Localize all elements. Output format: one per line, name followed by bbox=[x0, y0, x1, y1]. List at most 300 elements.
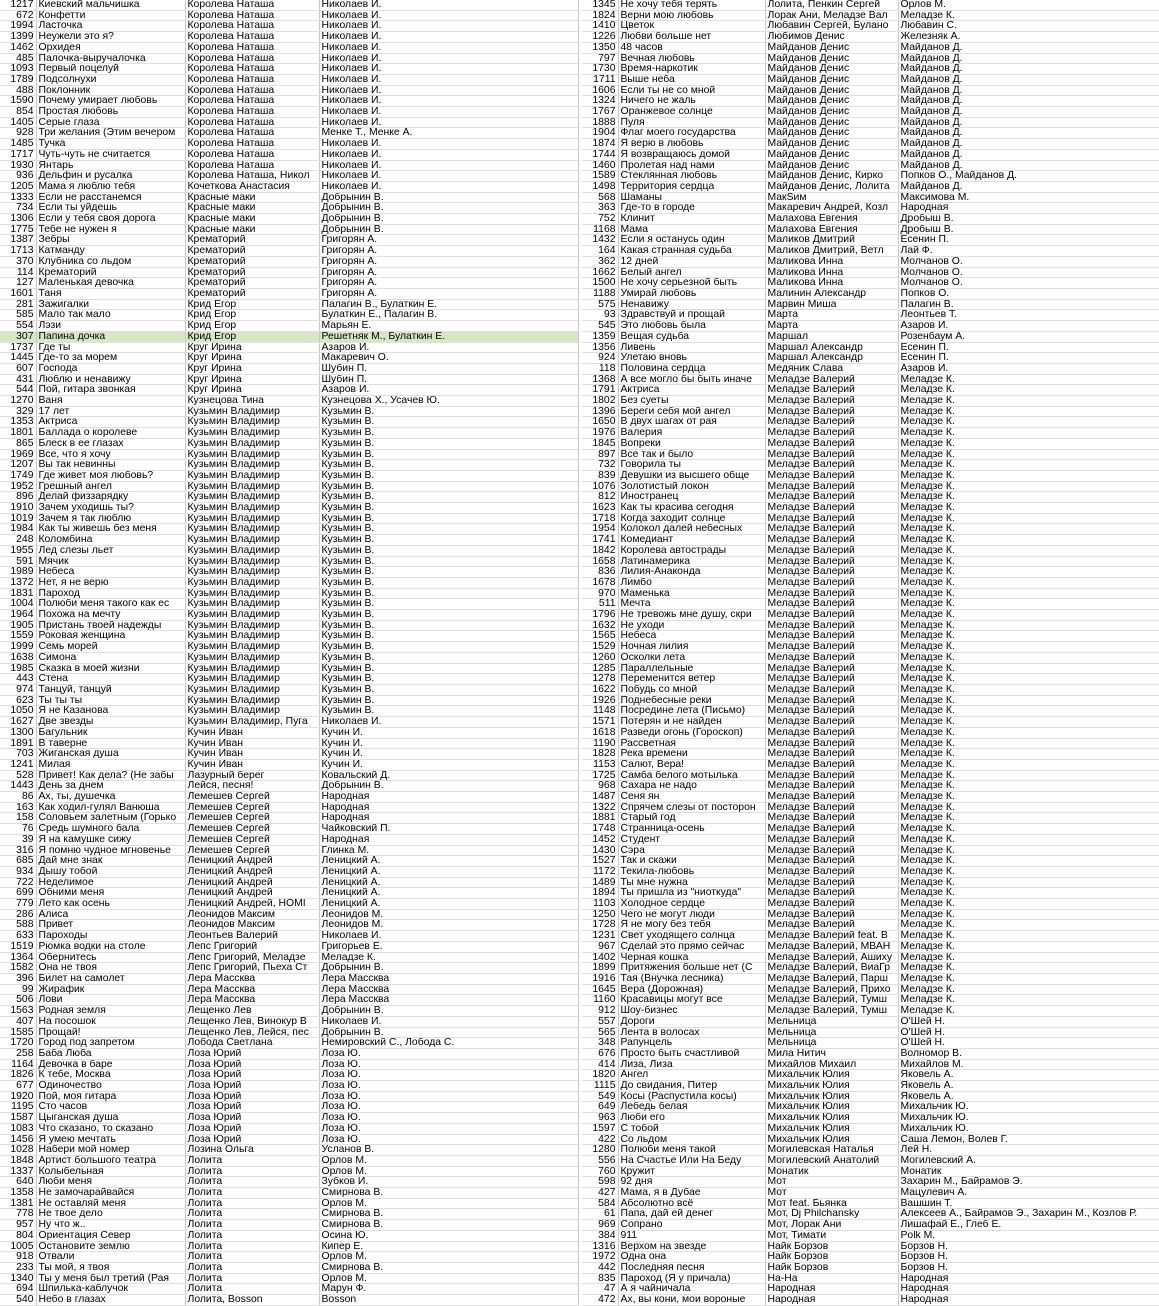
cell-author[interactable]: Меладзе К. bbox=[898, 802, 1159, 813]
cell-title[interactable]: Сделай это прямо сейчас bbox=[618, 941, 765, 952]
cell-title[interactable]: Маленькая девочка bbox=[36, 278, 185, 289]
cell-id[interactable]: 545 bbox=[582, 321, 618, 332]
table-row[interactable] bbox=[0, 1059, 578, 1070]
cell-title[interactable]: Сеня ян bbox=[618, 792, 765, 803]
cell-artist[interactable]: Кузьмин Владимир bbox=[185, 481, 319, 492]
table-row[interactable] bbox=[582, 149, 1159, 160]
cell-id[interactable]: 1989 bbox=[0, 567, 36, 578]
cell-artist[interactable]: Михайлов Михаил bbox=[765, 1059, 898, 1070]
cell-id[interactable]: 1153 bbox=[582, 759, 618, 770]
cell-title[interactable]: Вещая судьба bbox=[618, 331, 765, 342]
cell-id[interactable]: 676 bbox=[582, 1048, 618, 1059]
cell-id[interactable]: 1563 bbox=[0, 1006, 36, 1017]
cell-author[interactable]: Шубин П. bbox=[319, 374, 578, 385]
cell-id[interactable]: 1285 bbox=[582, 663, 618, 674]
cell-title[interactable]: Иностранец bbox=[618, 492, 765, 503]
cell-artist[interactable]: Красные маки bbox=[185, 203, 319, 214]
cell-artist[interactable]: Меладзе Валерий bbox=[765, 856, 898, 867]
cell-author[interactable]: Кузнецова Х., Усачев Ю. bbox=[319, 396, 578, 407]
cell-title[interactable]: Красавицы могут все bbox=[618, 995, 765, 1006]
cell-author[interactable]: О'Шей Н. bbox=[898, 1016, 1159, 1027]
table-row[interactable] bbox=[0, 984, 578, 995]
cell-id[interactable]: 549 bbox=[582, 1091, 618, 1102]
cell-author[interactable]: Григорян А. bbox=[319, 246, 578, 257]
cell-author[interactable]: Майданов Д. bbox=[898, 107, 1159, 118]
cell-id[interactable]: 127 bbox=[0, 278, 36, 289]
table-row[interactable] bbox=[582, 1166, 1159, 1177]
table-row[interactable] bbox=[582, 1198, 1159, 1209]
cell-id[interactable]: 1845 bbox=[582, 438, 618, 449]
table-row[interactable] bbox=[0, 406, 578, 417]
cell-author[interactable]: Меладзе К. bbox=[898, 963, 1159, 974]
table-row[interactable] bbox=[0, 1038, 578, 1049]
cell-author[interactable]: Меладзе К. bbox=[898, 460, 1159, 471]
table-row[interactable] bbox=[0, 1198, 578, 1209]
table-row[interactable] bbox=[582, 620, 1159, 631]
cell-title[interactable]: Я не могу без тебя bbox=[618, 920, 765, 931]
cell-artist[interactable]: Майданов Денис bbox=[765, 128, 898, 139]
table-row[interactable] bbox=[0, 256, 578, 267]
cell-artist[interactable]: Кузьмин Владимир bbox=[185, 620, 319, 631]
cell-artist[interactable]: Лолита bbox=[185, 1230, 319, 1241]
cell-id[interactable]: 414 bbox=[582, 1059, 618, 1070]
cell-author[interactable]: Николаев И. bbox=[319, 107, 578, 118]
cell-artist[interactable]: Кочеткова Анастасия bbox=[185, 181, 319, 192]
cell-title[interactable]: Пой, моя гитара bbox=[36, 1091, 185, 1102]
cell-artist[interactable]: Меладзе Валерий bbox=[765, 792, 898, 803]
cell-id[interactable]: 835 bbox=[582, 1273, 618, 1284]
cell-id[interactable]: 1498 bbox=[582, 181, 618, 192]
cell-author[interactable]: О'Шей Н. bbox=[898, 1038, 1159, 1049]
cell-title[interactable]: Клубника со льдом bbox=[36, 256, 185, 267]
cell-author[interactable]: Меладзе К. bbox=[898, 610, 1159, 621]
cell-title[interactable]: Зачем я так люблю bbox=[36, 513, 185, 524]
cell-author[interactable]: Майданов Д. bbox=[898, 149, 1159, 160]
cell-title[interactable]: Ориентация Север bbox=[36, 1230, 185, 1241]
cell-author[interactable]: Добрынин В. bbox=[319, 963, 578, 974]
cell-artist[interactable]: Меладзе Валерий bbox=[765, 610, 898, 621]
cell-author[interactable]: Кузьмин В. bbox=[319, 449, 578, 460]
cell-id[interactable]: 1430 bbox=[582, 845, 618, 856]
table-row[interactable] bbox=[582, 727, 1159, 738]
cell-artist[interactable]: Лепс Григорий, Пьеха Ст bbox=[185, 963, 319, 974]
table-row[interactable] bbox=[0, 139, 578, 150]
cell-id[interactable]: 76 bbox=[0, 824, 36, 835]
table-row[interactable] bbox=[582, 963, 1159, 974]
cell-id[interactable]: 1250 bbox=[582, 909, 618, 920]
table-row[interactable] bbox=[582, 824, 1159, 835]
table-row[interactable] bbox=[582, 749, 1159, 760]
cell-id[interactable]: 1322 bbox=[582, 802, 618, 813]
cell-id[interactable]: 1195 bbox=[0, 1102, 36, 1113]
table-row[interactable] bbox=[0, 899, 578, 910]
table-row[interactable] bbox=[0, 995, 578, 1006]
cell-author[interactable]: Николаев И. bbox=[319, 10, 578, 21]
table-row[interactable] bbox=[582, 631, 1159, 642]
cell-author[interactable]: Григорян А. bbox=[319, 288, 578, 299]
cell-id[interactable]: 797 bbox=[582, 53, 618, 64]
table-row[interactable] bbox=[582, 610, 1159, 621]
table-row[interactable] bbox=[0, 288, 578, 299]
cell-id[interactable]: 1527 bbox=[582, 856, 618, 867]
cell-id[interactable]: 1741 bbox=[582, 535, 618, 546]
cell-artist[interactable]: Лемешев Сергей bbox=[185, 845, 319, 856]
cell-title[interactable]: Верхом на звезде bbox=[618, 1241, 765, 1252]
cell-artist[interactable]: Лолита bbox=[185, 1188, 319, 1199]
table-row[interactable] bbox=[582, 160, 1159, 171]
cell-title[interactable]: Полюби меня такой bbox=[618, 1145, 765, 1156]
cell-artist[interactable]: Меладзе Валерий bbox=[765, 674, 898, 685]
cell-author[interactable]: Кузьмин В. bbox=[319, 599, 578, 610]
cell-id[interactable]: 370 bbox=[0, 256, 36, 267]
table-row[interactable] bbox=[0, 96, 578, 107]
cell-title[interactable]: Простая любовь bbox=[36, 107, 185, 118]
cell-title[interactable]: Сто часов bbox=[36, 1102, 185, 1113]
table-row[interactable] bbox=[0, 1016, 578, 1027]
cell-title[interactable]: Так и скажи bbox=[618, 856, 765, 867]
cell-id[interactable]: 1842 bbox=[582, 545, 618, 556]
cell-artist[interactable]: Михальчик Юлия bbox=[765, 1123, 898, 1134]
table-row[interactable] bbox=[0, 374, 578, 385]
table-row[interactable] bbox=[0, 866, 578, 877]
cell-artist[interactable]: Меладзе Валерий bbox=[765, 481, 898, 492]
cell-title[interactable]: 911 bbox=[618, 1230, 765, 1241]
table-row[interactable] bbox=[0, 1252, 578, 1263]
cell-author[interactable]: Меладзе К. bbox=[898, 973, 1159, 984]
cell-id[interactable]: 556 bbox=[582, 1155, 618, 1166]
cell-author[interactable]: Леницкий А. bbox=[319, 888, 578, 899]
cell-id[interactable]: 1801 bbox=[0, 428, 36, 439]
cell-artist[interactable]: Майданов Денис bbox=[765, 107, 898, 118]
cell-id[interactable]: 779 bbox=[0, 899, 36, 910]
cell-title[interactable]: Маменька bbox=[618, 588, 765, 599]
cell-id[interactable]: 1678 bbox=[582, 577, 618, 588]
cell-id[interactable]: 585 bbox=[0, 310, 36, 321]
cell-title[interactable]: Черная кошка bbox=[618, 952, 765, 963]
cell-artist[interactable]: Кузьмин Владимир bbox=[185, 492, 319, 503]
cell-id[interactable]: 1994 bbox=[0, 21, 36, 32]
cell-title[interactable]: Багульник bbox=[36, 727, 185, 738]
cell-artist[interactable]: Кузьмин Владимир bbox=[185, 545, 319, 556]
cell-title[interactable]: До свидания, Питер bbox=[618, 1081, 765, 1092]
cell-artist[interactable]: Меладзе Валерий, Ашиху bbox=[765, 952, 898, 963]
cell-id[interactable]: 1926 bbox=[582, 695, 618, 706]
cell-title[interactable]: 48 часов bbox=[618, 42, 765, 53]
table-row[interactable] bbox=[0, 1070, 578, 1081]
cell-author[interactable]: Народная bbox=[898, 1284, 1159, 1295]
cell-author[interactable]: Кузьмин В. bbox=[319, 610, 578, 621]
cell-id[interactable]: 511 bbox=[582, 599, 618, 610]
cell-artist[interactable]: Лазурный берег bbox=[185, 770, 319, 781]
cell-author[interactable]: Кипер Е. bbox=[319, 1241, 578, 1252]
cell-artist[interactable]: Лейся, песня! bbox=[185, 781, 319, 792]
cell-id[interactable]: 1767 bbox=[582, 107, 618, 118]
cell-id[interactable]: 1559 bbox=[0, 631, 36, 642]
cell-title[interactable]: Дай мне знак bbox=[36, 856, 185, 867]
cell-author[interactable]: Меладзе К. bbox=[898, 642, 1159, 653]
cell-id[interactable]: 233 bbox=[0, 1262, 36, 1273]
cell-id[interactable]: 1826 bbox=[0, 1070, 36, 1081]
cell-artist[interactable]: Леницкий Андрей bbox=[185, 866, 319, 877]
cell-artist[interactable]: Меладзе Валерий bbox=[765, 417, 898, 428]
cell-author[interactable]: Мацулевич А. bbox=[898, 1188, 1159, 1199]
cell-id[interactable]: 1984 bbox=[0, 524, 36, 535]
cell-artist[interactable]: Меладзе Валерий bbox=[765, 556, 898, 567]
table-row[interactable] bbox=[0, 1027, 578, 1038]
cell-artist[interactable]: Лоза Юрий bbox=[185, 1059, 319, 1070]
cell-title[interactable]: Лимбо bbox=[618, 577, 765, 588]
table-row[interactable] bbox=[0, 1295, 578, 1306]
cell-id[interactable]: 1399 bbox=[0, 32, 36, 43]
cell-author[interactable]: Меладзе К. bbox=[898, 428, 1159, 439]
cell-id[interactable]: 1718 bbox=[582, 513, 618, 524]
table-row[interactable] bbox=[582, 139, 1159, 150]
table-row[interactable] bbox=[582, 10, 1159, 21]
cell-title[interactable]: Последняя песня bbox=[618, 1262, 765, 1273]
cell-title[interactable]: Лед слезы льет bbox=[36, 545, 185, 556]
cell-artist[interactable]: Лолита bbox=[185, 1284, 319, 1295]
table-row[interactable] bbox=[582, 535, 1159, 546]
cell-artist[interactable]: Мот bbox=[765, 1188, 898, 1199]
cell-artist[interactable]: Меладзе Валерий feat. B bbox=[765, 931, 898, 942]
cell-id[interactable]: 1270 bbox=[0, 396, 36, 407]
cell-title[interactable]: А я чайничала bbox=[618, 1284, 765, 1295]
table-row[interactable] bbox=[582, 1016, 1159, 1027]
cell-author[interactable]: Лера Массква bbox=[319, 973, 578, 984]
cell-author[interactable]: Добрынин В. bbox=[319, 1006, 578, 1017]
cell-author[interactable]: Азаров И. bbox=[898, 363, 1159, 374]
cell-id[interactable]: 1402 bbox=[582, 952, 618, 963]
cell-artist[interactable]: Майданов Денис bbox=[765, 117, 898, 128]
cell-id[interactable]: 1529 bbox=[582, 642, 618, 653]
cell-title[interactable]: Я помню чудное мгновенье bbox=[36, 845, 185, 856]
cell-artist[interactable]: Лолита bbox=[185, 1155, 319, 1166]
table-row[interactable] bbox=[0, 759, 578, 770]
cell-artist[interactable]: Кузьмин Владимир bbox=[185, 652, 319, 663]
cell-artist[interactable]: Меладзе Валерий bbox=[765, 438, 898, 449]
table-row[interactable] bbox=[0, 1155, 578, 1166]
cell-id[interactable]: 1748 bbox=[582, 824, 618, 835]
cell-title[interactable]: Ты ты ты bbox=[36, 695, 185, 706]
table-row[interactable] bbox=[0, 449, 578, 460]
table-row[interactable] bbox=[582, 1155, 1159, 1166]
table-row[interactable] bbox=[0, 331, 578, 342]
cell-artist[interactable]: Майданов Денис bbox=[765, 139, 898, 150]
cell-artist[interactable]: Леонидов Максим bbox=[185, 920, 319, 931]
cell-artist[interactable]: Круг Ирина bbox=[185, 353, 319, 364]
table-row[interactable] bbox=[0, 770, 578, 781]
cell-id[interactable]: 248 bbox=[0, 535, 36, 546]
table-row[interactable] bbox=[582, 663, 1159, 674]
cell-title[interactable]: Рапунцель bbox=[618, 1038, 765, 1049]
cell-author[interactable]: Меладзе К. bbox=[898, 481, 1159, 492]
cell-title[interactable]: Если не расстанемся bbox=[36, 192, 185, 203]
cell-title[interactable]: Говорила ты bbox=[618, 460, 765, 471]
cell-id[interactable]: 1359 bbox=[582, 331, 618, 342]
cell-author[interactable]: Менке Т., Менке А. bbox=[319, 128, 578, 139]
cell-id[interactable]: 1711 bbox=[582, 74, 618, 85]
cell-author[interactable]: Кузьмин В. bbox=[319, 535, 578, 546]
cell-id[interactable]: 918 bbox=[0, 1252, 36, 1263]
cell-artist[interactable]: Майданов Денис bbox=[765, 64, 898, 75]
cell-artist[interactable]: Меладзе Валерий bbox=[765, 374, 898, 385]
cell-author[interactable]: Добрынин В. bbox=[319, 192, 578, 203]
cell-id[interactable]: 1952 bbox=[0, 481, 36, 492]
cell-author[interactable]: Лоза Ю. bbox=[319, 1123, 578, 1134]
table-row[interactable] bbox=[582, 181, 1159, 192]
cell-title[interactable]: Лебедь белая bbox=[618, 1102, 765, 1113]
cell-artist[interactable]: Михальчик Юлия bbox=[765, 1113, 898, 1124]
table-row[interactable] bbox=[0, 856, 578, 867]
cell-title[interactable]: Ничего не жаль bbox=[618, 96, 765, 107]
cell-id[interactable]: 584 bbox=[582, 1198, 618, 1209]
table-row[interactable] bbox=[582, 695, 1159, 706]
cell-title[interactable]: Побудь со мной bbox=[618, 685, 765, 696]
cell-id[interactable]: 1725 bbox=[582, 770, 618, 781]
cell-author[interactable]: Николаев И. bbox=[319, 139, 578, 150]
cell-author[interactable]: Лай Ф. bbox=[898, 246, 1159, 257]
cell-title[interactable]: Улетаю вновь bbox=[618, 353, 765, 364]
cell-author[interactable]: Борзов Н. bbox=[898, 1252, 1159, 1263]
cell-title[interactable]: 17 лет bbox=[36, 406, 185, 417]
cell-id[interactable]: 1396 bbox=[582, 406, 618, 417]
cell-id[interactable]: 443 bbox=[0, 674, 36, 685]
table-row[interactable] bbox=[0, 64, 578, 75]
table-row[interactable] bbox=[0, 588, 578, 599]
cell-author[interactable]: Лоза Ю. bbox=[319, 1059, 578, 1070]
table-row[interactable] bbox=[582, 353, 1159, 364]
table-row[interactable] bbox=[582, 781, 1159, 792]
cell-id[interactable]: 1350 bbox=[582, 42, 618, 53]
cell-title[interactable]: Где-то в городе bbox=[618, 203, 765, 214]
cell-artist[interactable]: Меладзе Валерий bbox=[765, 727, 898, 738]
cell-artist[interactable]: Кузьмин Владимир bbox=[185, 556, 319, 567]
table-row[interactable] bbox=[582, 952, 1159, 963]
cell-author[interactable]: Булаткин Е., Палагин В. bbox=[319, 310, 578, 321]
cell-title[interactable]: Территория сердца bbox=[618, 181, 765, 192]
cell-author[interactable]: Меладзе К. bbox=[898, 674, 1159, 685]
cell-artist[interactable]: Меладзе Валерий bbox=[765, 759, 898, 770]
cell-author[interactable]: Любавин С. bbox=[898, 21, 1159, 32]
cell-id[interactable]: 1985 bbox=[0, 663, 36, 674]
table-row[interactable] bbox=[0, 1166, 578, 1177]
table-row[interactable] bbox=[0, 599, 578, 610]
table-row[interactable] bbox=[0, 438, 578, 449]
cell-title[interactable]: Жирафик bbox=[36, 984, 185, 995]
table-row[interactable] bbox=[582, 107, 1159, 118]
cell-title[interactable]: Текила-любовь bbox=[618, 866, 765, 877]
cell-artist[interactable]: Лоза Юрий bbox=[185, 1091, 319, 1102]
cell-title[interactable]: Самба белого мотылька bbox=[618, 770, 765, 781]
cell-artist[interactable]: Майданов Денис bbox=[765, 85, 898, 96]
cell-title[interactable]: Шаманы bbox=[618, 192, 765, 203]
cell-artist[interactable]: Меладзе Валерий bbox=[765, 567, 898, 578]
cell-id[interactable]: 1848 bbox=[0, 1155, 36, 1166]
table-row[interactable] bbox=[582, 1091, 1159, 1102]
cell-author[interactable]: Народная bbox=[319, 813, 578, 824]
cell-artist[interactable]: Меладзе Валерий, Тумш bbox=[765, 995, 898, 1006]
cell-id[interactable]: 1519 bbox=[0, 941, 36, 952]
table-row[interactable] bbox=[582, 1284, 1159, 1295]
cell-id[interactable]: 969 bbox=[582, 1220, 618, 1231]
cell-artist[interactable]: Кузьмин Владимир bbox=[185, 513, 319, 524]
cell-id[interactable]: 1820 bbox=[582, 1070, 618, 1081]
cell-author[interactable]: Добрынин В. bbox=[319, 203, 578, 214]
cell-artist[interactable]: Кузьмин Владимир bbox=[185, 631, 319, 642]
table-row[interactable] bbox=[0, 192, 578, 203]
cell-id[interactable]: 1410 bbox=[582, 21, 618, 32]
table-row[interactable] bbox=[0, 1048, 578, 1059]
cell-author[interactable]: Алексеев А., Байрамов Э., Захарин М., Козлов Р. bbox=[898, 1209, 1159, 1220]
cell-title[interactable]: Средь шумного бала bbox=[36, 824, 185, 835]
table-row[interactable] bbox=[0, 1091, 578, 1102]
cell-title[interactable]: Люби его bbox=[618, 1113, 765, 1124]
cell-title[interactable]: Таня bbox=[36, 288, 185, 299]
cell-author[interactable]: Железняк А. bbox=[898, 32, 1159, 43]
cell-id[interactable]: 557 bbox=[582, 1016, 618, 1027]
cell-author[interactable]: Кузьмин В. bbox=[319, 663, 578, 674]
cell-artist[interactable]: Лорак Ани, Меладзе Вал bbox=[765, 10, 898, 21]
cell-author[interactable]: Кузьмин В. bbox=[319, 438, 578, 449]
cell-artist[interactable]: Меладзе Валерий bbox=[765, 588, 898, 599]
table-row[interactable] bbox=[582, 877, 1159, 888]
cell-title[interactable]: Киевский мальчишка bbox=[36, 0, 185, 10]
table-row[interactable] bbox=[0, 321, 578, 332]
cell-title[interactable]: 92 дня bbox=[618, 1177, 765, 1188]
cell-id[interactable]: 1337 bbox=[0, 1166, 36, 1177]
cell-id[interactable]: 1888 bbox=[582, 117, 618, 128]
table-row[interactable] bbox=[582, 171, 1159, 182]
table-row[interactable] bbox=[582, 470, 1159, 481]
table-row[interactable] bbox=[582, 813, 1159, 824]
cell-artist[interactable]: МакSим bbox=[765, 192, 898, 203]
cell-author[interactable]: Майданов Д. bbox=[898, 53, 1159, 64]
cell-artist[interactable]: Маршал Александр bbox=[765, 342, 898, 353]
cell-author[interactable]: Меладзе К. bbox=[898, 545, 1159, 556]
cell-author[interactable]: Розенбаум А. bbox=[898, 331, 1159, 342]
cell-title[interactable]: Рюмка водки на столе bbox=[36, 941, 185, 952]
cell-id[interactable]: 1627 bbox=[0, 717, 36, 728]
cell-artist[interactable]: Лолита bbox=[185, 1220, 319, 1231]
cell-author[interactable]: Меладзе К. bbox=[898, 599, 1159, 610]
table-row[interactable] bbox=[582, 21, 1159, 32]
table-row[interactable] bbox=[0, 1209, 578, 1220]
table-row[interactable] bbox=[0, 1188, 578, 1199]
cell-id[interactable]: 164 bbox=[582, 246, 618, 257]
cell-author[interactable]: Лоза Ю. bbox=[319, 1134, 578, 1145]
cell-author[interactable]: Меладзе К. bbox=[898, 513, 1159, 524]
cell-id[interactable]: 86 bbox=[0, 792, 36, 803]
cell-title[interactable]: Шоу-бизнес bbox=[618, 1006, 765, 1017]
cell-title[interactable]: Танцуй, танцуй bbox=[36, 685, 185, 696]
cell-author[interactable]: Шубин П. bbox=[319, 363, 578, 374]
table-row[interactable] bbox=[582, 1006, 1159, 1017]
table-row[interactable] bbox=[0, 824, 578, 835]
cell-title[interactable]: Дороги bbox=[618, 1016, 765, 1027]
cell-author[interactable]: Николаев И. bbox=[319, 74, 578, 85]
cell-id[interactable]: 1028 bbox=[0, 1145, 36, 1156]
cell-author[interactable]: Борзов Н. bbox=[898, 1262, 1159, 1273]
cell-author[interactable]: Орлов М. bbox=[898, 0, 1159, 10]
table-row[interactable] bbox=[582, 524, 1159, 535]
cell-artist[interactable]: Лолита bbox=[185, 1166, 319, 1177]
cell-id[interactable]: 1306 bbox=[0, 214, 36, 225]
cell-artist[interactable]: Мот feat. Бьянка bbox=[765, 1198, 898, 1209]
cell-artist[interactable]: Марвин Миша bbox=[765, 299, 898, 310]
cell-artist[interactable]: Королева Наташа, Никол bbox=[185, 171, 319, 182]
cell-author[interactable]: Кузьмин В. bbox=[319, 674, 578, 685]
cell-artist[interactable]: Круг Ирина bbox=[185, 363, 319, 374]
